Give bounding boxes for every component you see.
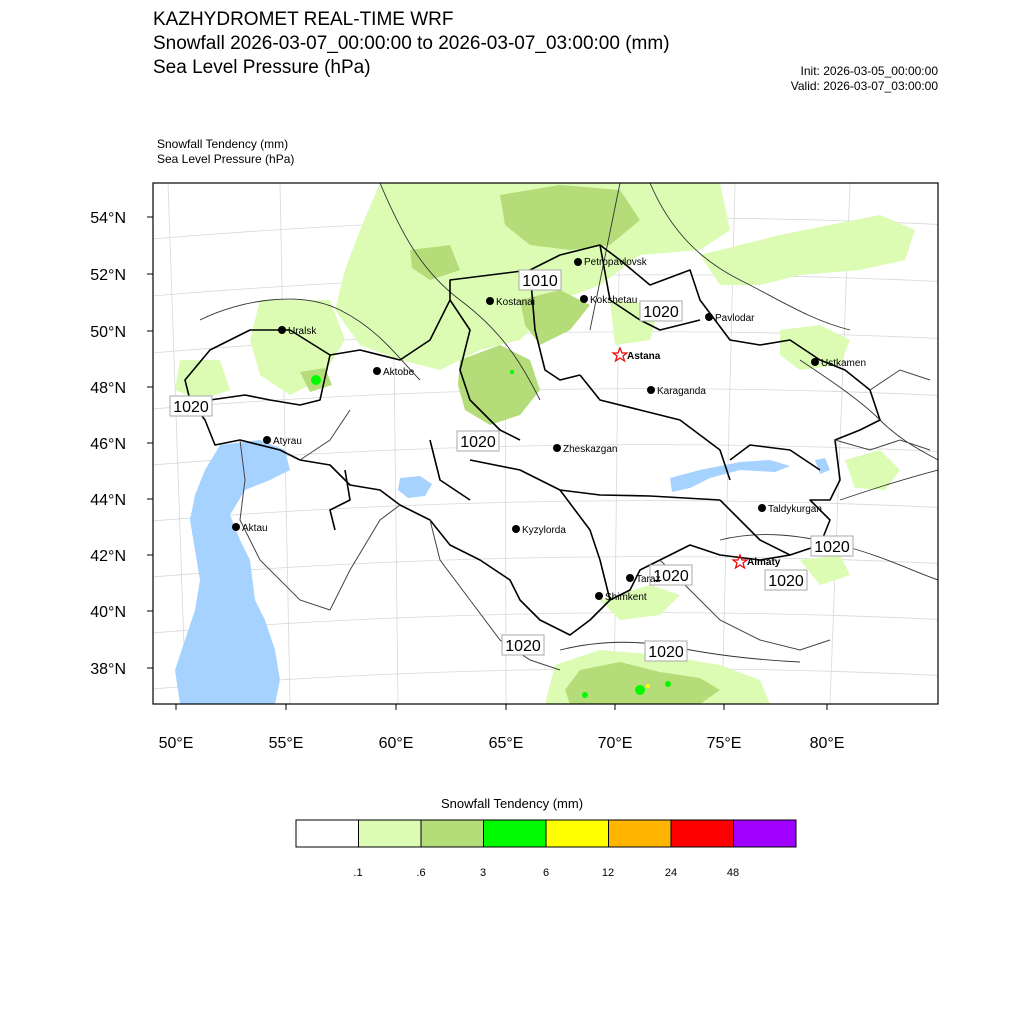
city-marker: [574, 257, 648, 268]
city-marker: [626, 574, 660, 585]
colorbar-swatch: [421, 820, 484, 847]
colorbar: [296, 820, 796, 847]
city-label: Almaty: [747, 557, 781, 568]
map-title: KAZHYDROMET REAL-TIME WRF: [153, 9, 454, 30]
colorbar-label: 6: [542, 867, 550, 879]
city-label: Kostanai: [496, 297, 535, 308]
lon-label: 75°E: [706, 735, 742, 752]
capital-marker: [733, 555, 781, 568]
colorbar-label: 48: [726, 867, 740, 879]
colorbar-swatch: [734, 820, 797, 847]
isobar-label: 1020: [460, 434, 496, 451]
isobar-label-box: [170, 396, 212, 416]
isobar-label: 1010: [522, 273, 558, 290]
longitude-labels: [159, 735, 845, 752]
water-bodies: [175, 440, 830, 704]
city-marker: [512, 525, 566, 536]
city-label: Ustkamen: [821, 358, 867, 369]
isobar-label: 1020: [814, 539, 850, 556]
city-marker: [758, 504, 822, 515]
lon-label: 65°E: [488, 735, 524, 752]
city-label: Kyzylorda: [522, 525, 566, 536]
city-marker: [553, 444, 617, 455]
init-time: Init: 2026-03-05_00:00:00: [800, 64, 938, 78]
isobar-label: 1020: [643, 304, 679, 321]
capital-marker: [613, 348, 661, 362]
city-label: Petropavlovsk: [584, 257, 647, 268]
city-marker: [232, 523, 268, 534]
lon-label: 80°E: [809, 735, 845, 752]
colorbar-swatch: [359, 820, 422, 847]
field-label-snowfall: Snowfall Tendency (mm): [157, 137, 289, 151]
isobar-label-box: [765, 570, 807, 590]
city-marker: [705, 313, 755, 324]
field-label-pressure: Sea Level Pressure (hPa): [157, 152, 295, 166]
lat-label: 52°N: [90, 267, 126, 284]
isobar-label-box: [457, 431, 499, 451]
lat-label: 48°N: [90, 380, 126, 397]
isobar-label-box: [645, 641, 687, 661]
city-label: Shimkent: [605, 592, 647, 603]
colorbar-swatch: [546, 820, 609, 847]
city-label: Pavlodar: [715, 313, 755, 324]
colorbar-label: 3: [479, 867, 487, 879]
lon-label: 60°E: [378, 735, 414, 752]
lat-label: 38°N: [90, 661, 126, 678]
isobar-label-box: [502, 635, 544, 655]
lake-balkhash: [670, 460, 790, 492]
caspian-sea: [175, 440, 290, 704]
city-label: Kokshetau: [590, 295, 638, 306]
lat-label: 50°N: [90, 324, 126, 341]
lat-label: 46°N: [90, 436, 126, 453]
isobar-label-box: [640, 301, 682, 321]
city-label: Zheskazgan: [563, 444, 618, 455]
colorbar-swatch: [296, 820, 359, 847]
valid-time: Valid: 2026-03-07_03:00:00: [790, 79, 938, 93]
city-label: Astana: [627, 351, 661, 362]
isobar-label: 1020: [173, 399, 209, 416]
star-icon: [613, 348, 627, 361]
colorbar-label: 12: [601, 867, 615, 879]
city-label: Karaganda: [657, 386, 706, 397]
lat-label: 44°N: [90, 492, 126, 509]
city-marker: [647, 386, 706, 397]
colorbar-swatch: [609, 820, 672, 847]
colorbar-label: 24: [664, 867, 678, 879]
isobar-label: 1020: [648, 644, 684, 661]
neighbor-borders: [240, 370, 930, 670]
colorbar-swatch: [671, 820, 734, 847]
colorbar-label: .1: [353, 867, 363, 879]
isobar-label: 1020: [653, 568, 689, 585]
colorbar-title: Snowfall Tendency (mm): [440, 796, 584, 811]
isobar-label-box: [811, 536, 853, 556]
city-label: Taldykurgan: [768, 504, 822, 515]
aral-sea: [398, 476, 432, 498]
city-marker: [373, 367, 415, 378]
map-subtitle-snowfall: Snowfall 2026-03-07_00:00:00 to 2026-03-07_03:00:00 (mm): [153, 33, 670, 54]
lat-label: 40°N: [90, 604, 126, 621]
city-label: Aktobe: [383, 367, 415, 378]
latitude-labels: [90, 210, 126, 678]
lon-label: 55°E: [268, 735, 304, 752]
colorbar-label: .6: [416, 867, 426, 879]
lat-label: 42°N: [90, 548, 126, 565]
isobar-label: 1020: [505, 638, 541, 655]
city-label: Taraz: [636, 574, 661, 585]
colorbar-swatch: [484, 820, 547, 847]
city-label: Uralsk: [288, 326, 317, 337]
isobar-label: 1020: [768, 573, 804, 590]
map-subtitle-pressure: Sea Level Pressure (hPa): [153, 57, 371, 78]
lat-label: 54°N: [90, 210, 126, 227]
lon-label: 50°E: [158, 735, 194, 752]
city-label: Aktau: [242, 523, 268, 534]
city-label: Atyrau: [273, 436, 302, 447]
lon-label: 70°E: [597, 735, 633, 752]
isobar-label-box: [519, 270, 561, 290]
